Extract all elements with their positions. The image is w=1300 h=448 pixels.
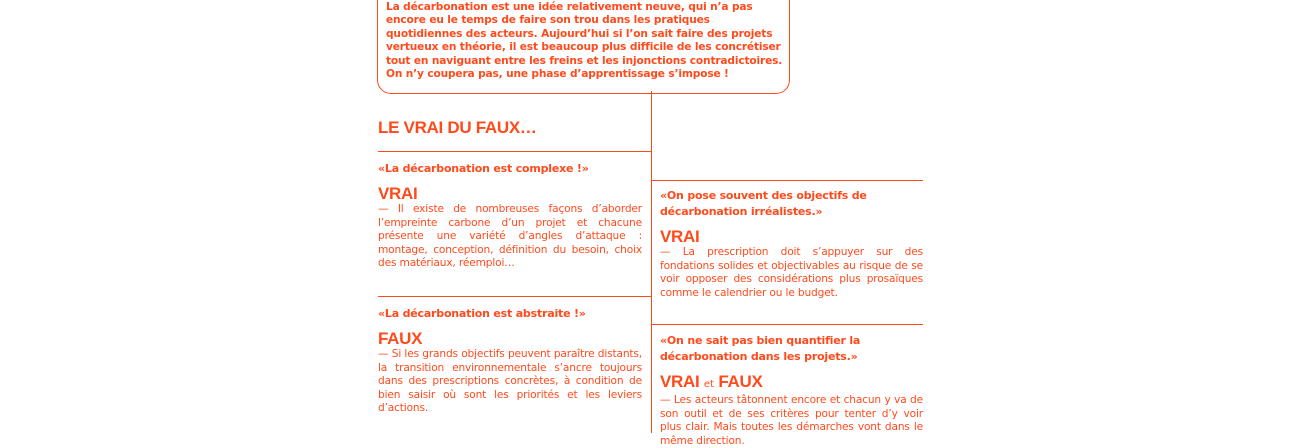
- column-divider: [651, 91, 652, 433]
- verdict-separator: et: [703, 379, 714, 390]
- myth-explanation: — Si les grands objectifs peuvent paraître distants, la transition environnementale s’ancre toujours dans des prescriptions concrètes, à condition de bien saisir où sont les priorités et les leviers d’actions.: [378, 348, 642, 415]
- myth-quote: «On pose souvent des objectifs de décarbonation irréalistes.»: [660, 189, 867, 218]
- myth-explanation: — Il existe de nombreuses façons d’aborder l’empreinte carbone d’un projet et chacune présente une variété d’angles d’attaque : montage, conception, définition du besoin, choix des matériaux, réemploi…: [378, 203, 642, 270]
- divider-right-2: [652, 324, 923, 325]
- myth-quote: «La décarbonation est abstraite !»: [378, 307, 586, 320]
- verdict-label: FAUX: [378, 329, 423, 348]
- verdict-label: [660, 373, 923, 394]
- myth-explanation: — Les acteurs tâtonnent encore et chacun y va de son outil et de ses critères pour tenter d’y voir plus clair. Mais toutes les démarches vont dans le même direction.: [660, 394, 923, 447]
- verdict-label: VRAI: [378, 184, 418, 203]
- myth-quote: «On ne sait pas bien quantifier la décarbonation dans les projets.»: [660, 334, 861, 363]
- myth-card-abstract: [378, 306, 642, 416]
- myth-card-unrealistic: [660, 188, 923, 300]
- intro-text: La décarbonation est une idée relativement neuve, qui n’a pas encore eu le temps de faire son trou dans les pratiques quotidiennes des acteurs. Aujourd’hui si l’on sait faire des projets vertueux en théorie, il est beaucoup plus difficile de les concrétiser tout en naviguant entre les freins et les injonctions contradictoires. On n’y coupera pas, une phase d’apprentissage s’impose !: [386, 1, 783, 81]
- myth-explanation: — La prescription doit s’appuyer sur des fondations solides et objectivables au risque de se voir opposer des considérations plus prosaïques comme le calendrier ou le budget.: [660, 246, 923, 299]
- verdict-false: FAUX: [718, 372, 763, 391]
- myth-card-complex: [378, 161, 642, 271]
- verdict-label: VRAI: [660, 227, 700, 246]
- divider-left-2: [378, 296, 651, 297]
- section-title: LE VRAI DU FAUX…: [378, 118, 537, 137]
- divider-left-1: [378, 151, 651, 152]
- verdict-true: VRAI: [660, 372, 700, 391]
- intro-box: [377, 0, 790, 94]
- myth-quote: «La décarbonation est complexe !»: [378, 162, 589, 175]
- myth-card-quantify: [660, 333, 923, 448]
- divider-right-1: [652, 180, 923, 181]
